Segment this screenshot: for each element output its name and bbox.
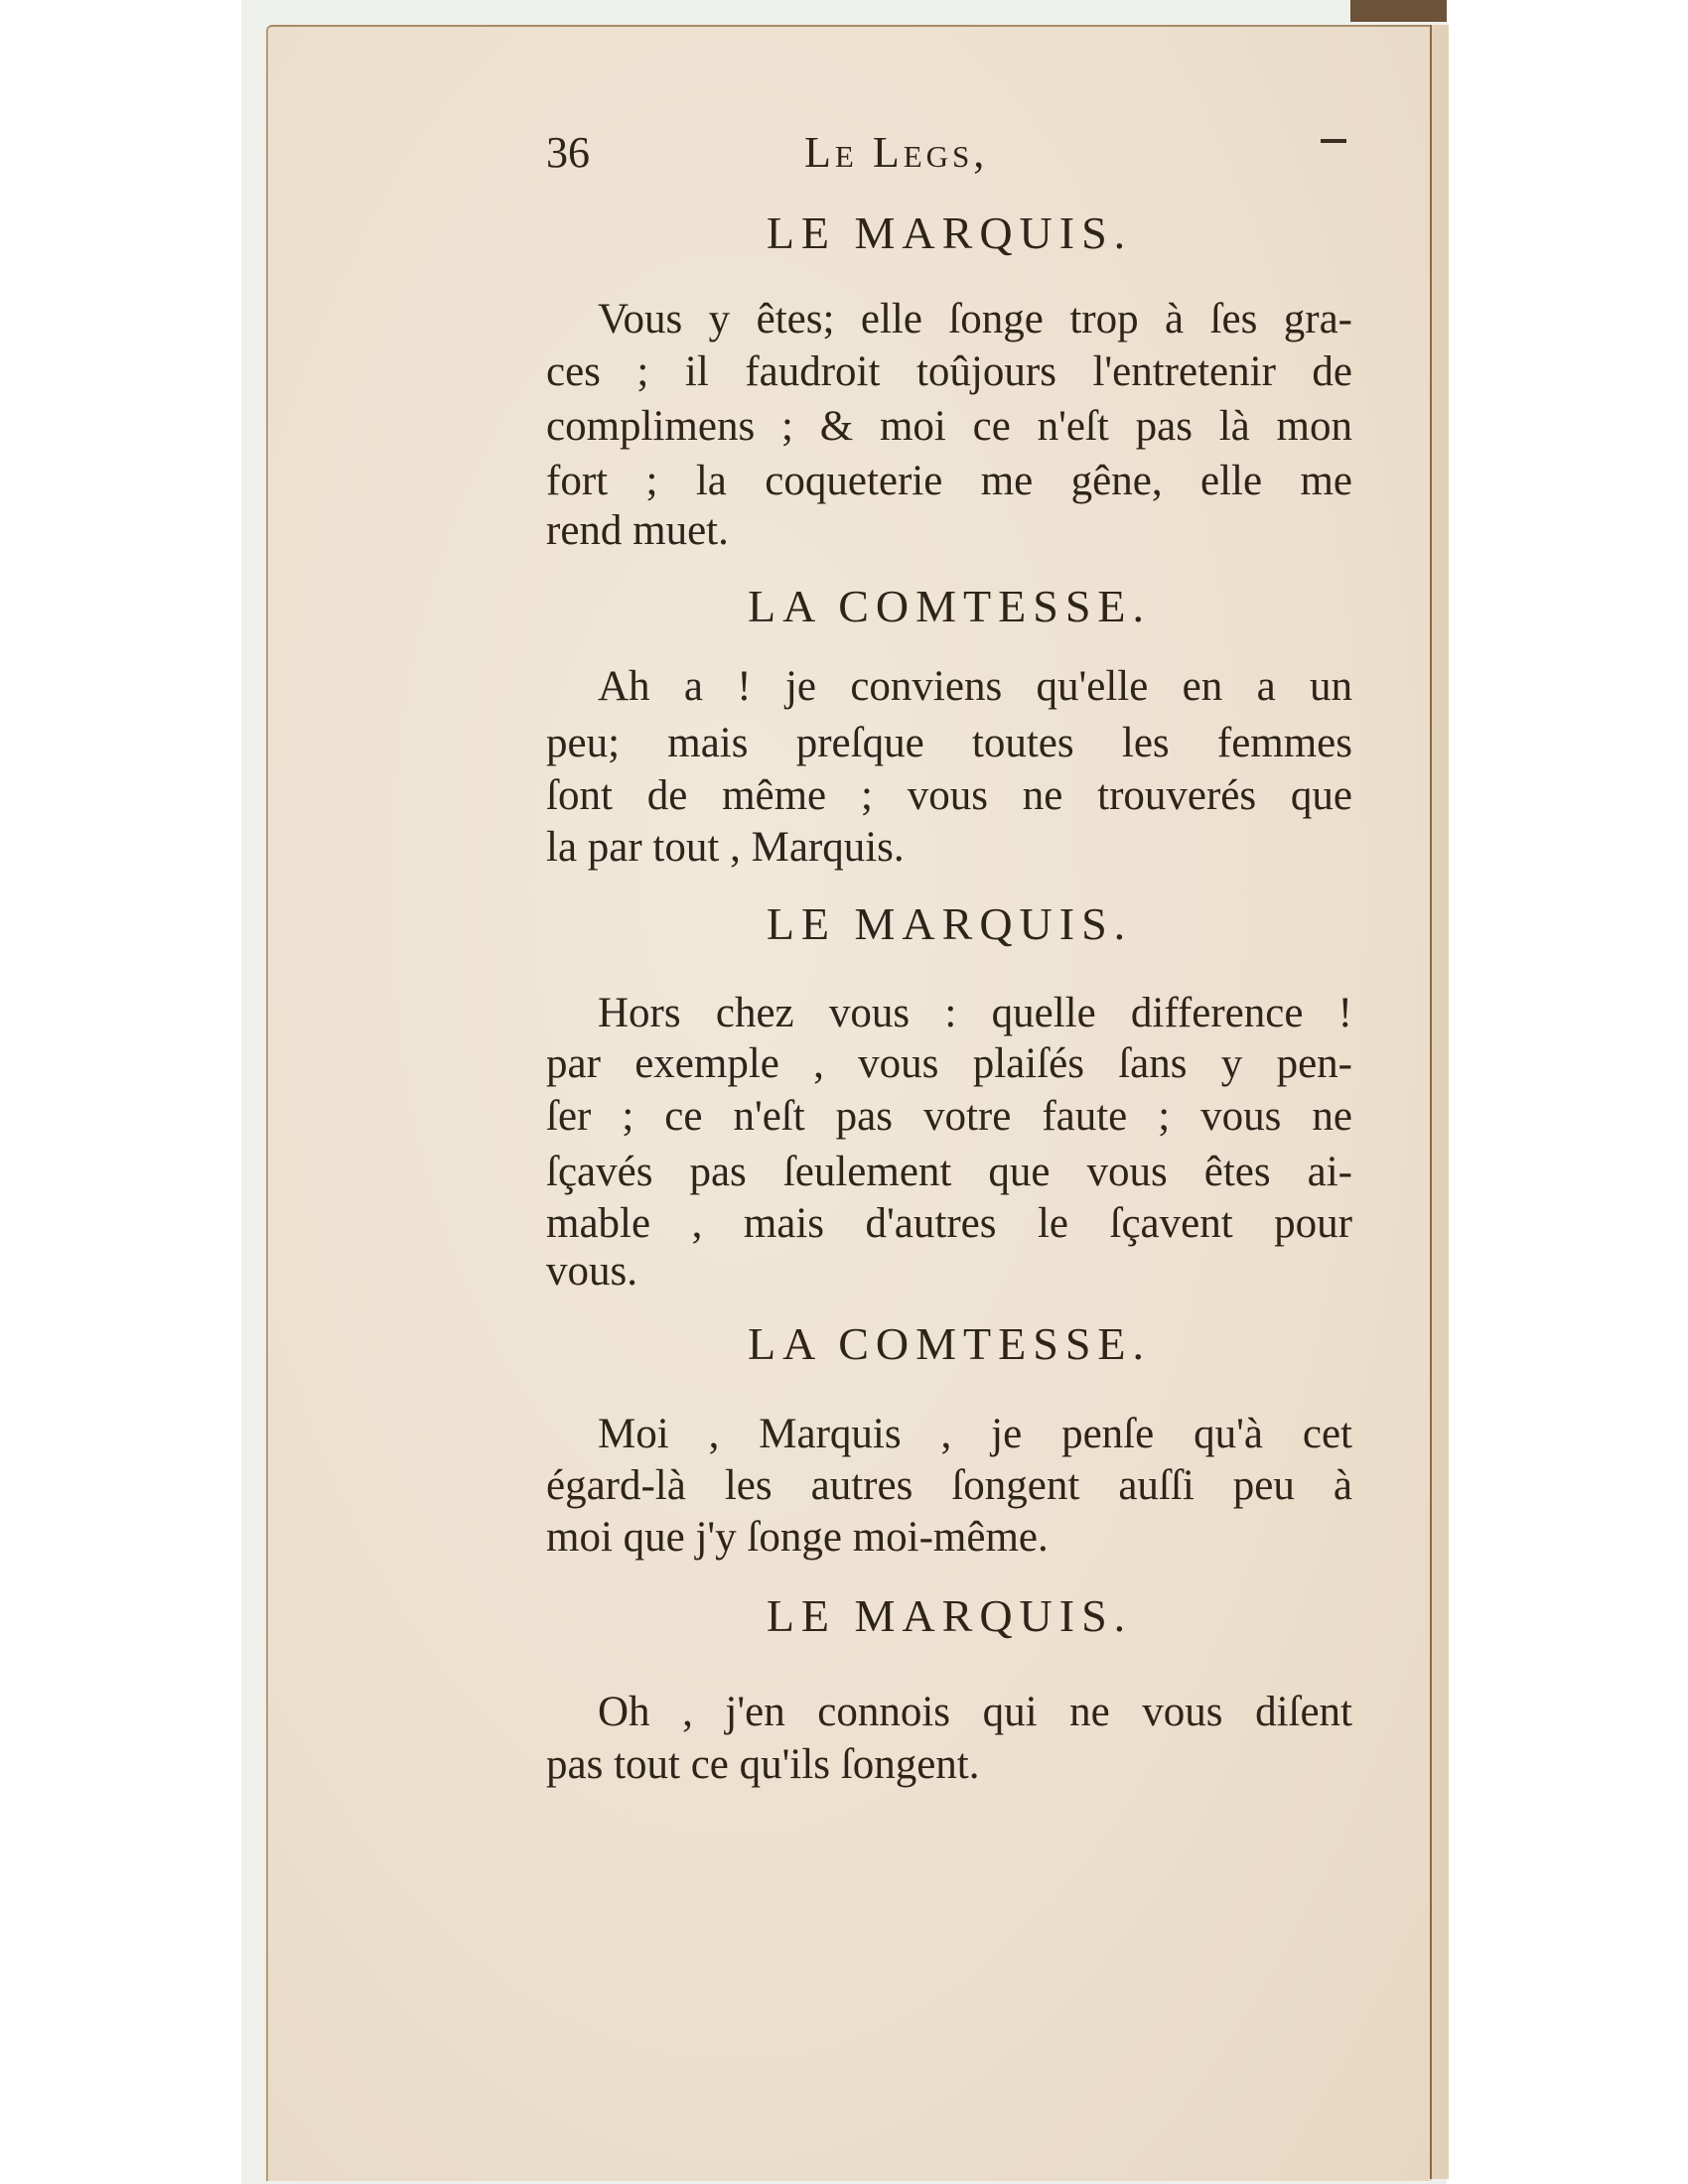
book-cover-edge [1350,0,1447,22]
text-line: complimens ; & moi ce n'eſt pas là mon [546,403,1352,450]
text-line: Vous y êtes; elle ſonge trop à ſes gra- [598,296,1352,342]
text-line: vous. [546,1248,637,1295]
ink-mark [1321,139,1346,143]
text-line: la par tout , Marquis. [546,824,905,871]
text-line: Hors chez vous : quelle difference ! [598,990,1352,1036]
text-line: peu; mais preſque toutes les femmes [546,720,1352,766]
text-line: pas tout ce qu'ils ſongent. [546,1741,980,1788]
text-line: ſer ; ce n'eſt pas votre faute ; vous ne [546,1093,1352,1140]
text-line: par exemple , vous plaiſés ſans y pen- [546,1040,1352,1087]
running-title: Le Legs, [804,128,989,177]
text-line: fort ; la coqueterie me gêne, elle me [546,458,1352,504]
speaker-heading: LE MARQUIS. [766,1590,1133,1641]
page-gutter [1430,25,1449,2179]
text-line: Moi , Marquis , je penſe qu'à cet [598,1411,1352,1457]
text-line: Oh , j'en connois qui ne vous diſent [598,1689,1352,1735]
text-line: rend muet. [546,507,729,554]
speaker-heading: LE MARQUIS. [766,207,1133,258]
speaker-heading: LA COMTESSE. [747,581,1152,631]
text-line: moi que j'y ſonge moi-même. [546,1514,1049,1561]
speaker-heading: LE MARQUIS. [766,898,1133,949]
text-line: Ah a ! je conviens qu'elle en a un [598,663,1352,710]
text-line: ſont de même ; vous ne trouverés que [546,772,1352,819]
speaker-heading: LA COMTESSE. [747,1318,1152,1369]
text-line: mable , mais d'autres le ſçavent pour [546,1200,1352,1247]
text-line: ſçavés pas ſeulement que vous êtes ai- [546,1149,1352,1195]
text-line: égard-là les autres ſongent auſſi peu à [546,1462,1352,1509]
page-number: 36 [546,128,590,177]
text-line: ces ; il faudroit toûjours l'entretenir de [546,348,1352,395]
